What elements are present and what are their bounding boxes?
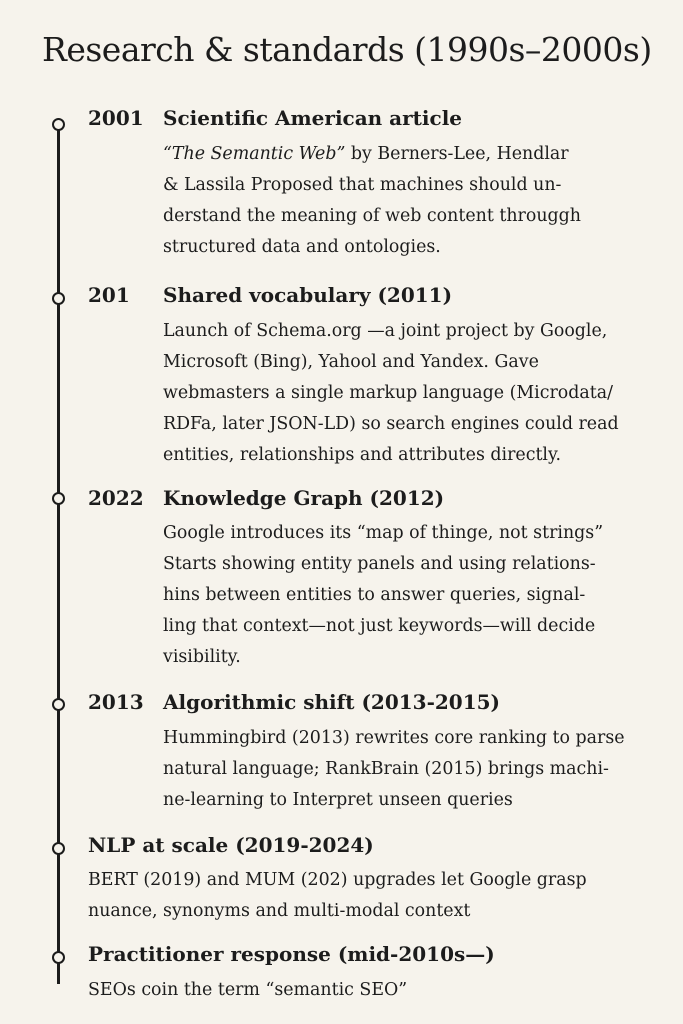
description-line: webmasters a single markup language (Microdata/ — [163, 383, 613, 403]
entry-description — [163, 139, 668, 263]
description-line: derstand the meaning of web content througgh — [163, 206, 581, 226]
description-line: RDFa, later JSON-LD) so search engines could read — [163, 414, 619, 434]
description-line: & Lassila Proposed that machines should un- — [163, 175, 562, 195]
description-line: Hummingbird (2013) rewrites core ranking to parse — [163, 728, 625, 748]
entry-year: 2022 — [88, 486, 144, 510]
description-line: visibility. — [163, 647, 241, 667]
page-title: Research & standards (1990s–2000s) — [42, 30, 652, 69]
entry-heading: Shared vocabulary (2011) — [163, 283, 453, 307]
entry-description — [163, 316, 668, 471]
timeline-dot — [52, 118, 65, 131]
entry-description — [88, 975, 673, 1006]
entry-year: 2013 — [88, 690, 144, 714]
description-line: nuance, synonyms and multi-modal context — [88, 901, 471, 921]
entry-year: 2001 — [88, 106, 144, 130]
timeline-line — [57, 124, 60, 984]
description-line: structured data and ontologies. — [163, 237, 441, 257]
description-line: natural language; RankBrain (2015) brings machi- — [163, 759, 609, 779]
entry-heading: Scientific American article — [163, 106, 463, 130]
timeline-dot — [52, 951, 65, 964]
entry-heading: Knowledge Graph (2012) — [163, 486, 445, 510]
description-line: SEOs coin the term “semantic SEO” — [88, 980, 408, 1000]
description-line: Launch of Schema.org —a joint project by Google, — [163, 321, 608, 341]
description-line: BERT (2019) and MUM (202) upgrades let Google grasp — [88, 870, 587, 890]
description-line: Starts showing entity panels and using relations- — [163, 554, 596, 574]
entry-year: 201 — [88, 283, 130, 307]
description-line: Google introduces its “map of thinge, not strings” — [163, 523, 604, 543]
article-title: “The Semantic Web” — [163, 144, 346, 164]
entry-description — [163, 518, 668, 673]
entry-description — [88, 865, 673, 927]
entry-heading: Practitioner response (mid-2010s—) — [88, 942, 495, 966]
description-line: ne-learning to Interpret unseen queries — [163, 790, 513, 810]
timeline-dot — [52, 842, 65, 855]
entry-heading: NLP at scale (2019-2024) — [88, 833, 374, 857]
entry-heading: Algorithmic shift (2013-2015) — [163, 690, 501, 714]
description-line: entities, relationships and attributes directly. — [163, 445, 562, 465]
timeline-dot — [52, 698, 65, 711]
timeline-dot — [52, 292, 65, 305]
description-line: ling that context—not just keywords—will decide — [163, 616, 596, 636]
description-line: “The Semantic Web” by Berners-Lee, Hendlar — [163, 144, 569, 164]
timeline-dot — [52, 492, 65, 505]
description-line: hins between entities to answer queries, signal- — [163, 585, 586, 605]
entry-description — [163, 723, 668, 816]
description-line: Microsoft (Bing), Yahool and Yandex. Gave — [163, 352, 539, 372]
